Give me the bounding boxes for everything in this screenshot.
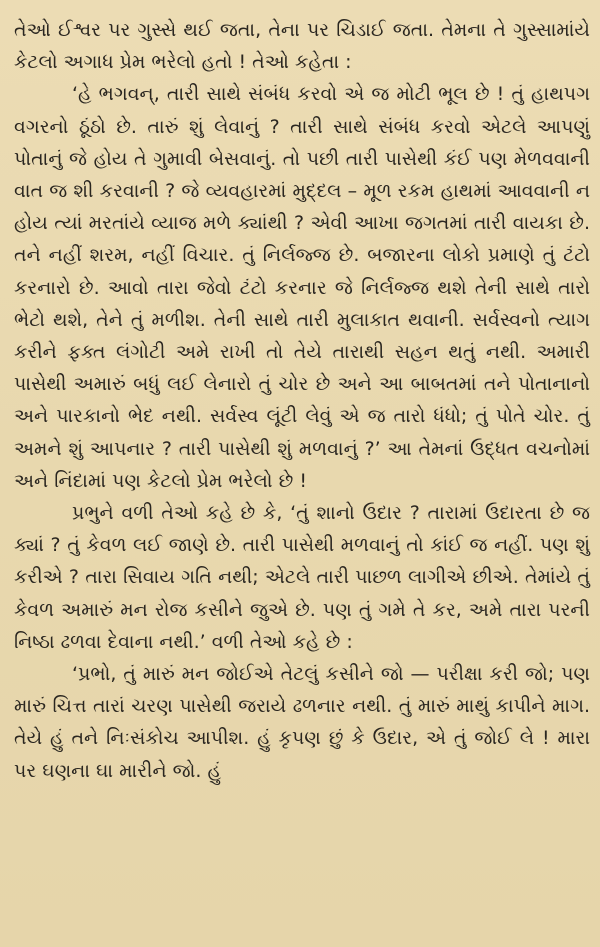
paragraph-2: ‘હે ભગવન્, તારી સાથે સંબંધ કરવો એ જ મોટી ભૂલ છે ! તું હાથપગ વગરનો ઠૂંઠો છે. તારું શું લેવાનું ? તારી સાથે સંબંધ કરવો એટલે આપણું પોતાનું જે હોય તે ગુમાવી બેસવાનું. તો પછી તારી પાસેથી કંઈ પણ મેળવવાની વાત જ શી કરવાની ? જે વ્યવહારમાં મુદ્દલ – મૂળ રકમ હાથમાં આવવાની ન હોય ત્યાં મરતાંયે વ્યાજ મળે ક્યાંથી ? એવી આખા જગતમાં તારી વાયકા છે. તને નહીં શરમ, નહીં વિચાર. તું નિર્લજ્જ છે. બજારના લોકો પ્રમાણે તું ટંટો કરનારો છે. આવો તારા જેવો ટંટો કરનાર જે નિર્લજ્જ થશે તેની સાથે તારો ભેટો થશે, તેને તું મળીશ. તેની સાથે તારી મુલાકાત થવાની. સર્વસ્વનો ત્યાગ કરીને ફક્ત લંગોટી અમે રાખી તો તેયે તારાથી સહન થતું નથી. અમારી પાસેથી અમારું બધું લઈ લેનારો તું ચોર છે અને આ બાબતમાં તને પોતાનાનો અને પારકાનો ભેદ નથી. સર્વસ્વ લૂંટી લેવું એ જ તારો ધંધો; તું પોતે ચોર. તું અમને શું આપનાર ? તારી પાસેથી શું મળવાનું ?’ આ તેમનાં ઉદ્ધત વચનોમાં અને નિંદામાં પણ કેટલો પ્રેમ ભરેલો છે ! <box>14 83 590 492</box>
paragraph-4: ‘પ્રભો, તું મારું મન જોઈએ તેટલું કસીને જો — પરીક્ષા કરી જો; પણ મારું ચિત્ત તારાં ચરણ પાસેથી જરાયે ઢળનાર નથી. તું મારું માથું કાપીને માગ. તેયે હું તને નિઃસંકોચ આપીશ. હું કૃપણ છું કે ઉદાર, એ તું જોઈ લે ! મારા પર ઘણના ઘા મારીને જો. હું <box>14 663 590 782</box>
paragraph-3: પ્રભુને વળી તેઓ કહે છે કે, ‘તું શાનો ઉદાર ? તારામાં ઉદારતા છે જ ક્યાં ? તું કેવળ લઈ જાણે છે. તારી પાસેથી મળવાનું તો કાંઈ જ નહીં. પણ શું કરીએ ? તારા સિવાય ગતિ નથી; એટલે તારી પાછળ લાગીએ છીએ. તેમાંયે તું કેવળ અમારું મન રોજ કસીને જુએ છે. પણ તું ગમે તે કર, અમે તારા પરની નિષ્ઠા ઢળવા દેવાના નથી.’ વળી તેઓ કહે છે : <box>14 502 590 653</box>
paragraph-1: તેઓ ઈશ્વર પર ગુસ્સે થઈ જતા, તેના પર ચિડાઈ જતા. તેમના તે ગુસ્સામાંયે કેટલો અગાધ પ્રેમ ભરેલો હતો ! તેઓ કહેતા : <box>14 19 590 74</box>
